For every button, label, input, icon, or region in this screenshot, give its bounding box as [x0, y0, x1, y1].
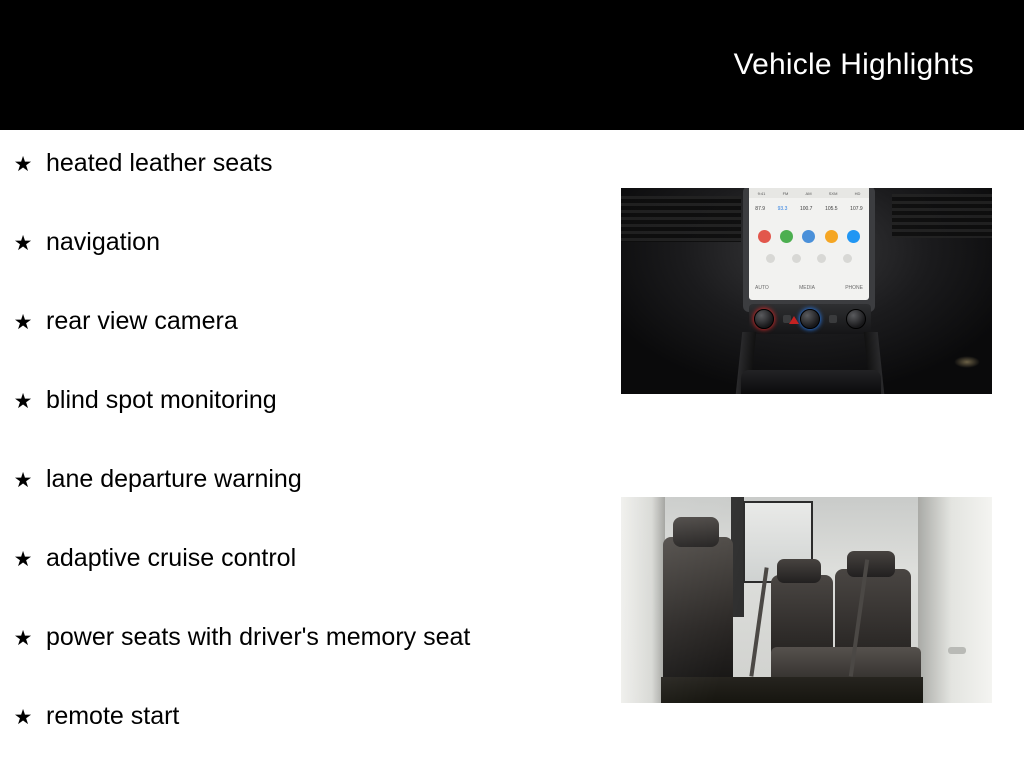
- camera-icon: [792, 254, 801, 263]
- apps-icon: [766, 254, 775, 263]
- feature-label: blind spot monitoring: [46, 386, 277, 414]
- infotainment-screen: [749, 188, 869, 300]
- list-item: [0, 385, 600, 464]
- star-icon: ★: [13, 232, 33, 255]
- center-console: [741, 370, 881, 394]
- rear-headrest-right: [847, 551, 895, 577]
- phone-app-icon: [780, 230, 793, 243]
- radio-preset: 87.9: [755, 206, 766, 212]
- status-item: HD: [854, 190, 861, 196]
- door-handle: [948, 647, 966, 654]
- star-icon: ★: [13, 548, 33, 571]
- app-icon-row-secondary: [749, 254, 869, 263]
- hvac-button: [829, 315, 837, 323]
- usb-icon: [843, 254, 852, 263]
- floor-mat: [661, 677, 923, 703]
- feature-label: power seats with driver's memory seat: [46, 623, 471, 651]
- status-item: SXM: [828, 190, 838, 196]
- bluetooth-icon: [817, 254, 826, 263]
- screen-bottom-left: AUTO: [755, 285, 769, 291]
- header-band: [0, 0, 1024, 130]
- star-icon: ★: [13, 706, 33, 729]
- feature-label: navigation: [46, 228, 160, 256]
- star-icon: ★: [13, 311, 33, 334]
- fan-knob-center: [800, 309, 820, 329]
- navigation-app-icon: [847, 230, 860, 243]
- rear-seats-interior-photo: [621, 497, 992, 703]
- temperature-knob-left: [754, 309, 774, 329]
- list-item: [0, 464, 600, 543]
- temperature-knob-right: [846, 309, 866, 329]
- list-item: [0, 306, 600, 385]
- star-icon: ★: [13, 390, 33, 413]
- radio-preset-row: [749, 206, 869, 212]
- feature-label: rear view camera: [46, 307, 238, 335]
- app-icon-row: [749, 230, 869, 243]
- front-seat: [663, 537, 733, 687]
- door-panel-left: [621, 497, 665, 703]
- climate-control-panel: [749, 304, 871, 334]
- feature-list: [0, 148, 600, 780]
- radio-preset: 105.5: [825, 206, 838, 212]
- list-item: [0, 148, 600, 227]
- screen-bottom-bar: [755, 282, 863, 294]
- list-item: [0, 543, 600, 622]
- screen-bottom-right: PHONE: [845, 285, 863, 291]
- list-item: [0, 622, 600, 701]
- hazard-light-icon: [789, 316, 799, 324]
- interior-light-glow: [954, 356, 980, 368]
- feature-label: heated leather seats: [46, 149, 273, 177]
- radio-app-icon: [758, 230, 771, 243]
- media-app-icon: [802, 230, 815, 243]
- status-item: 9:41: [757, 190, 766, 196]
- settings-app-icon: [825, 230, 838, 243]
- list-item: [0, 701, 600, 780]
- feature-label: remote start: [46, 702, 180, 730]
- radio-preset: 107.9: [850, 206, 863, 212]
- screen-bottom-center: MEDIA: [799, 285, 815, 291]
- front-headrest: [673, 517, 719, 547]
- dashboard-infotainment-photo: [621, 188, 992, 394]
- air-vent-right: [892, 194, 992, 238]
- screen-statusbar: [749, 188, 869, 198]
- door-panel-right: [918, 497, 992, 703]
- star-icon: ★: [13, 469, 33, 492]
- rear-headrest-left: [777, 559, 821, 583]
- status-item: AM: [805, 190, 812, 196]
- feature-label: lane departure warning: [46, 465, 302, 493]
- list-item: [0, 227, 600, 306]
- page-title: Vehicle Highlights: [733, 48, 974, 81]
- star-icon: ★: [13, 153, 33, 176]
- status-item: FM: [782, 190, 789, 196]
- radio-preset: 100.7: [799, 206, 813, 212]
- feature-label: adaptive cruise control: [46, 544, 297, 572]
- star-icon: ★: [13, 627, 33, 650]
- air-vent-left: [621, 196, 741, 242]
- radio-preset-active: 93.3: [777, 206, 788, 212]
